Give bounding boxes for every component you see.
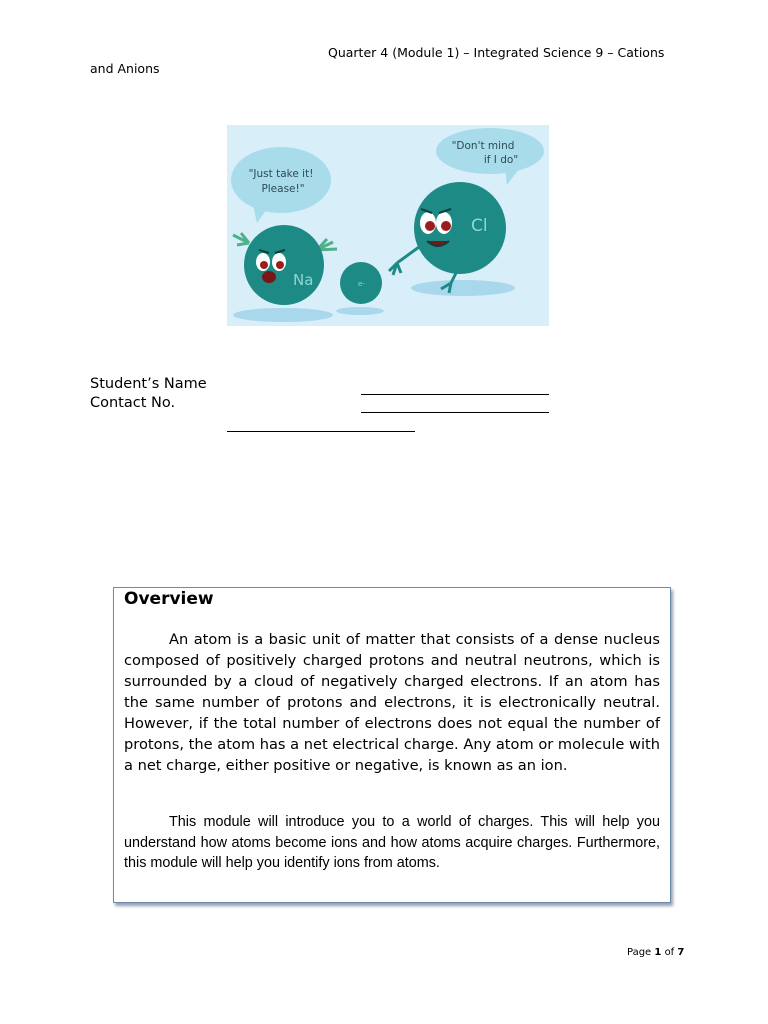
- bubble-right-line1: "Don't mind: [451, 140, 515, 152]
- electron: [340, 262, 382, 304]
- cl-shadow: [411, 280, 515, 296]
- overview-title: Overview: [124, 589, 214, 609]
- electron-shadow: [336, 307, 384, 315]
- page-total: 7: [677, 947, 685, 958]
- na-shadow: [233, 308, 333, 322]
- page-number: [627, 947, 684, 958]
- cation-anion-illustration: [227, 125, 549, 326]
- overview-paragraph-2: This module will introduce you to a world of charges. This will help you understand how atoms become ions and how atoms acquire charges. Furthermore, this module will help you identify ions from atoms.: [124, 814, 660, 871]
- illustration-svg: [227, 125, 549, 326]
- bubble-left-line1: "Just take it!: [248, 168, 314, 180]
- header-title-continued: and Anions: [90, 61, 160, 76]
- page-current: 1: [654, 947, 662, 958]
- overview-box: [113, 587, 671, 903]
- student-name-line: [361, 394, 549, 395]
- contact-number-line: [361, 412, 549, 413]
- na-label: Na: [293, 271, 314, 289]
- header-title: Quarter 4 (Module 1) – Integrated Science 9 – Cations: [328, 45, 665, 60]
- bubble-left-line2: Please!": [261, 183, 305, 195]
- of-word: of: [664, 947, 675, 958]
- electron-label: e-: [358, 280, 365, 288]
- page-word: Page: [627, 947, 652, 958]
- cl-label: Cl: [471, 216, 488, 236]
- extra-blank-line: [227, 431, 415, 432]
- contact-number-label: Contact No.: [90, 395, 176, 411]
- student-name-label: Student’s Name: [90, 376, 207, 392]
- bubble-right-line2: if I do": [483, 154, 519, 166]
- overview-paragraph-1: An atom is a basic unit of matter that consists of a dense nucleus composed of positively charged protons and neutral neutrons, which is surrounded by a cloud of negatively charged electrons. If an atom has the same number of protons and electrons, it is electronically neutral. However, if the total number of electrons does not equal the number of protons, the atom has a net electrical charge. Any atom or molecule with a net charge, either positive or negative, is known as an ion.: [124, 631, 660, 774]
